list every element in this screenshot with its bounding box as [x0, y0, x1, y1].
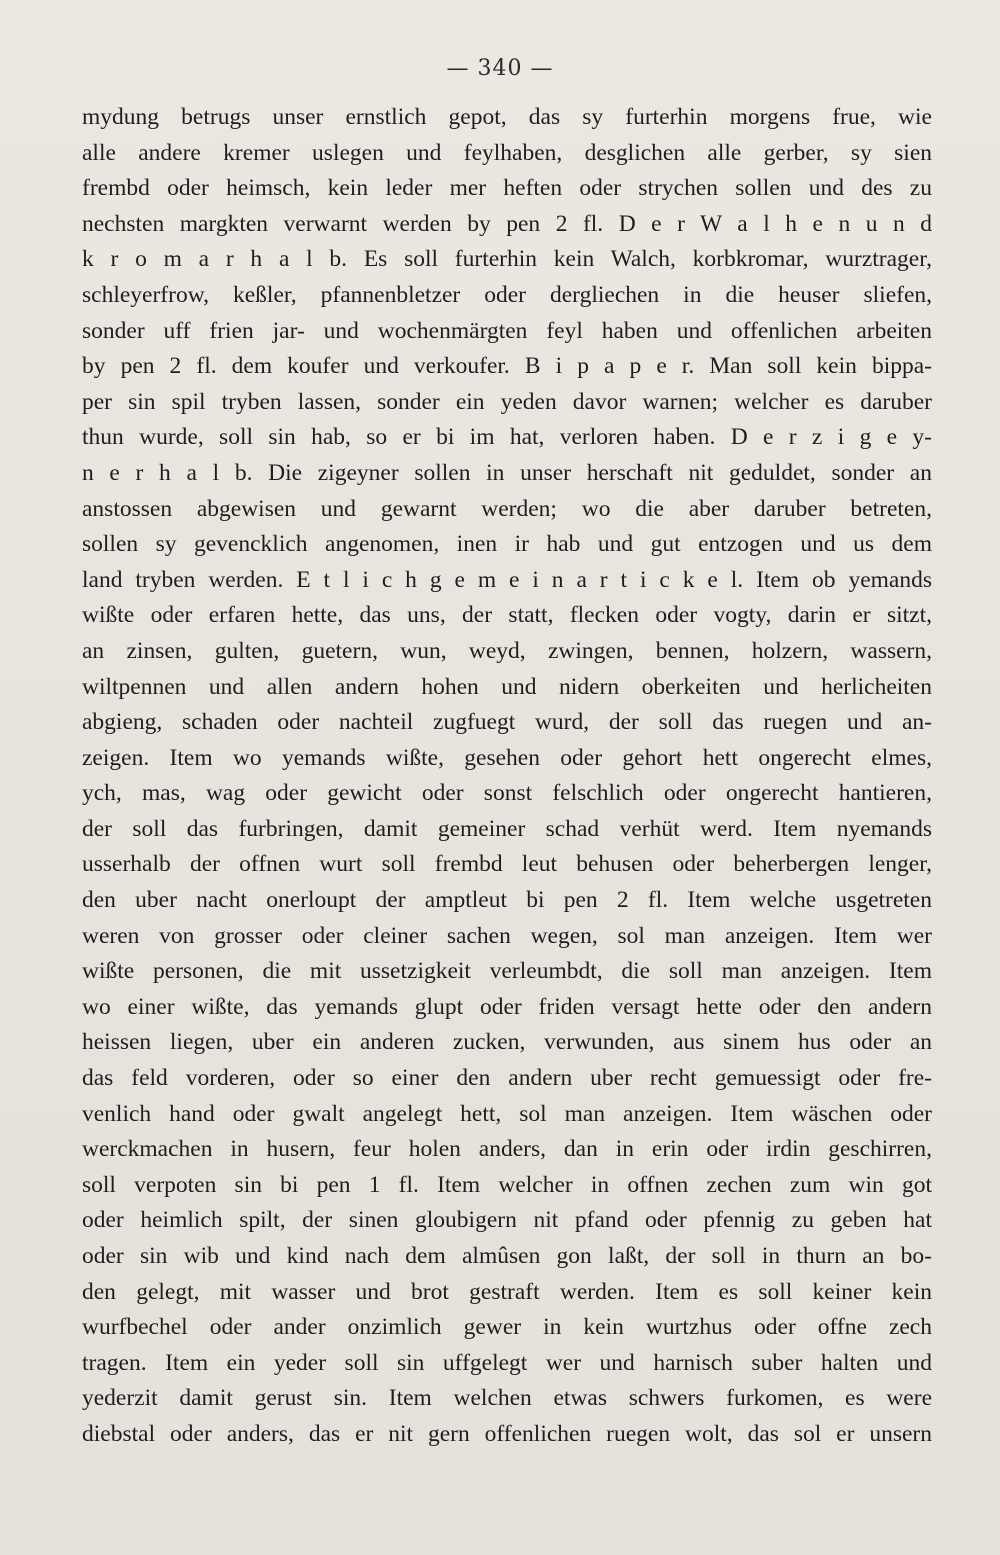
text-line: sollen sy gevencklich angenomen, inen ir hab und gut entzogen und us dem: [82, 531, 932, 558]
text-line: by pen 2 fl. dem koufer und verkoufer. B i p a p e r. Man soll kein bippa-: [82, 353, 932, 380]
text-line: yederzit damit gerust sin. Item welchen etwas schwers furkomen, es were: [82, 1385, 932, 1412]
text-line: wurfbechel oder ander onzimlich gewer in kein wurtzhus oder offne zech: [82, 1314, 932, 1341]
text-line: an zinsen, gulten, guetern, wun, weyd, zwingen, bennen, holzern, wassern,: [82, 637, 932, 664]
text-line: werckmachen in husern, feur holen anders, dan in erin oder irdin geschirren,: [82, 1136, 932, 1163]
text-line: wiltpennen und allen andern hohen und nidern oberkeiten und herlicheiten: [82, 673, 932, 700]
page-number: — 340 —: [446, 56, 554, 81]
body-text: [82, 100, 932, 1453]
text-line: tragen. Item ein yeder soll sin uffgelegt wer und harnisch suber halten und: [82, 1349, 932, 1376]
text-line: oder sin wib und kind nach dem almûsen gon laßt, der soll in thurn an bo-: [82, 1243, 932, 1269]
text-line: heissen liegen, uber ein anderen zucken, verwunden, aus sinem hus oder an: [82, 1029, 932, 1056]
text-line: usserhalb der offnen wurt soll frembd leut behusen oder beherbergen lenger,: [82, 851, 932, 878]
text-line: per sin spil tryben lassen, sonder ein yeden davor warnen; welcher es daruber: [82, 388, 932, 415]
text-line: zeigen. Item wo yemands wißte, gesehen oder gehort hett ongerecht elmes,: [82, 744, 932, 771]
text-line: anstossen abgewisen und gewarnt werden; wo die aber daruber betreten,: [82, 495, 932, 522]
text-line: das feld vorderen, oder so einer den andern uber recht gemuessigt oder fre-: [82, 1065, 932, 1092]
text-line: n e r h a l b. Die zigeyner sollen in unser herschaft nit geduldet, sonder an: [82, 459, 932, 486]
text-line: abgieng, schaden oder nachteil zugfuegt wurd, der soll das ruegen und an-: [82, 709, 932, 736]
text-line: diebstal oder anders, das er nit gern offenlichen ruegen wolt, das sol er unsern: [82, 1420, 932, 1447]
text-line: land tryben werden. E t l i c h g e m e i n a r t i c k e l. Item ob yemands: [82, 566, 932, 593]
text-line: soll verpoten sin bi pen 1 fl. Item welcher in offnen zechen zum win got: [82, 1171, 932, 1198]
text-line: alle andere kremer uslegen und feylhaben, desglichen alle gerber, sy sien: [82, 139, 932, 166]
text-line: frembd oder heimsch, kein leder mer heften oder strychen sollen und des zu: [82, 175, 932, 202]
text-line: den uber nacht onerloupt der amptleut bi pen 2 fl. Item welche usgetreten: [82, 887, 932, 914]
text-line: sonder uff frien jar- und wochenmärgten feyl haben und offenlichen arbeiten: [82, 317, 932, 344]
text-line: ych, mas, wag oder gewicht oder sonst felschlich oder ongerecht hantieren,: [82, 780, 932, 807]
text-line: der soll das furbringen, damit gemeiner schad verhüt werd. Item nyemands: [82, 815, 932, 842]
text-line: wißte oder erfaren hette, das uns, der statt, flecken oder vogty, darin er sitzt,: [82, 602, 932, 629]
text-line: mydung betrugs unser ernstlich gepot, das sy furterhin morgens frue, wie: [82, 104, 932, 130]
text-line: venlich hand oder gwalt angelegt hett, sol man anzeigen. Item wäschen oder: [82, 1100, 932, 1127]
text-line: schleyerfrow, keßler, pfannenbletzer oder dergliechen in die heuser sliefen,: [82, 281, 932, 308]
text-line: weren von grosser oder cleiner sachen wegen, sol man anzeigen. Item wer: [82, 922, 932, 949]
text-line: wo einer wißte, das yemands glupt oder friden versagt hette oder den andern: [82, 993, 932, 1020]
text-line: den gelegt, mit wasser und brot gestraft werden. Item es soll keiner kein: [82, 1278, 932, 1305]
text-line: nechsten margkten verwarnt werden by pen 2 fl. D e r W a l h e n u n d: [82, 210, 932, 237]
text-line: wißte personen, die mit ussetzigkeit verleumbdt, die soll man anzeigen. Item: [82, 958, 932, 985]
text-line: thun wurde, soll sin hab, so er bi im hat, verloren haben. D e r z i g e y-: [82, 424, 932, 451]
text-line: oder heimlich spilt, der sinen gloubigern nit pfand oder pfennig zu geben hat: [82, 1207, 932, 1234]
text-line: k r o m a r h a l b. Es soll furterhin kein Walch, korbkromar, wurztrager,: [82, 246, 932, 273]
